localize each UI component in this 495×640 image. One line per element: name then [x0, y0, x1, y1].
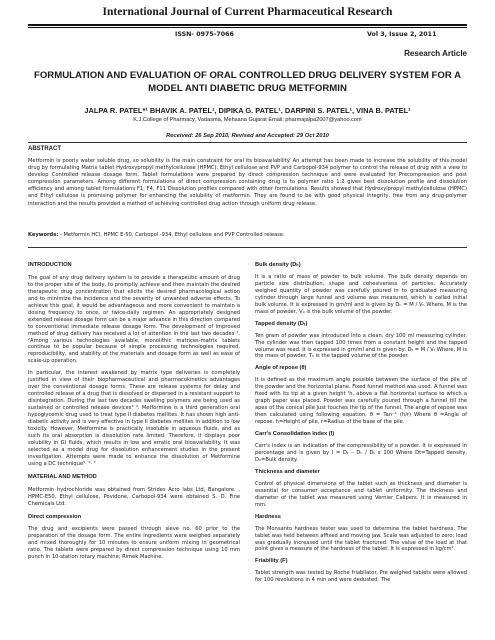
- right-column: [255, 262, 467, 589]
- thickness-diameter-paragraph: Control of physical dimensions of the tablet such as thickness and diameter is essential for consumer acceptance and tablet uniformity. The thickness and diameter of the tablet was measured using Vernier Calipers. It is measured in mm.: [255, 480, 467, 508]
- thickness-diameter-heading: Thickness and diameter: [255, 468, 320, 475]
- hardness-heading: Hardness: [255, 513, 281, 520]
- introduction-heading: INTRODUCTION: [28, 262, 72, 268]
- abstract-top-divider: [28, 142, 467, 143]
- author-affiliation: K.J.College of Pharmacy, Vadasma, Mehsana Gujarat Email: pharmajalpa2007@yahoo.com: [133, 117, 362, 123]
- issn-label: ISSN- 0975-7066: [175, 31, 234, 38]
- abstract-bottom-divider: [28, 247, 467, 248]
- article-title-line-2: MODEL ANTI DIABETIC DRUG METFORMIN: [148, 82, 347, 94]
- author-list: JALPA R. PATEL*¹ BHAVIK A. PATEL¹, DIPIKA G. PATEL¹, DARPINI S. PATEL¹, VINA B. PATEL¹: [84, 106, 411, 115]
- bulk-density-paragraph: It is a ratio of mass of powder to bulk volume. The bulk density depends on particle size distribution, shape and cohesiveness of particles. Accurately weighed quantity of powder was carefully poured in to graduated measuring cylinder through large funnel and volume was measured, which is called initial bulk volume. It is expressed in gm/ml and is given by Dₕ = M / Vₕ Where, M is the mass of powder, V₀ is the bulk volume of the powder.: [255, 273, 467, 315]
- abstract-heading: ABSTRACT: [28, 146, 61, 152]
- direct-compression-paragraph: The drug and excipients were passed through sieve no. 60 prior to the preparation of the dosage form. The entire ingredients were weighed separately and mixed thoroughly for 10 minutes to ensure uniform mixing in geometrical ratio. The tablets were prepared by direct compression technique using 10 mm punch in 10-station rotary machine; Rimek Machine.: [28, 526, 240, 561]
- bulk-density-heading: Bulk density (Dₕ): [255, 262, 301, 268]
- carr-index-heading: Carr's Consolidation Index (I): [255, 431, 335, 438]
- friability-paragraph: Tablet strength was tested by Roche friabilator. Pre weighed tablets were allowed for 100 revolutions in 4 min and were dedusted. The: [255, 570, 467, 584]
- header-rule-thick: [28, 24, 467, 26]
- left-column: [28, 262, 240, 566]
- tapped-density-heading: Tapped density (Dₜ): [255, 320, 308, 327]
- angle-of-repose-heading: Angle of repose (θ): [255, 365, 307, 372]
- article-title-line-1: FORMULATION AND EVALUATION OF ORAL CONTROLLED DRUG DELIVERY SYSTEM FOR A: [33, 70, 462, 81]
- keywords-label: Keywords:: [28, 232, 59, 238]
- materials-methods-heading: MATERIAL AND METHOD: [28, 473, 97, 480]
- keywords-text: - Metformin HCl, HPMC E-50, Carbopol -934, Ethyl cellulose and PVP Controlled release.: [58, 232, 285, 238]
- tapped-density-paragraph: Ten gram of powder was introduced into a clean, dry 100 ml measuring cylinder. The cylinder was then tapped 100 times from a constant height and the tapped volume was read. It is expressed in gm/ml and is given by: Dₜ = M / Vₜ Where, M is the mass of powder. Tₕ is the tapped volume of the powder.: [255, 332, 467, 360]
- abstract-text: Metformin is poorly water soluble drug, so solubility is the main constraint for oral its bioavailability. An attempt has been made to increase the solubility of this model drug by formulating Matrix tablet Hydroxypropyl methylcellulose (HPMC), Ethyl cellulose and PVP and Carbopol-934 polymer to control the release of drug with a view to develop Controlled release dosage form. Tablet formulations were prepared by direct compression technique and were evaluated for Precompression and post compression parameters. Among different formulations of direct compression containing drug is to polymer ratio 1:2 gives best dissolution profile and dissolution efficiency and among tablet formulations F1, F4, F11 Dissolution profiles compared with other formulations. Results showed that Hydroxylpropyl methylcellulose (HPMC) and Ethyl cellulose is promising polymer for enhancing the solubility of metformin. They are found to be with good physical integrity, free from any drug-polymer interaction and the results provided a method of achieving controlled drug action through uniform drug release.: [28, 158, 467, 207]
- introduction-paragraph-2: In particular, the interest awakened by matrix type deliveries is completely justified in view of their biopharmaceutical and pharmacokinetics advantages over the conventional dosage forms. These are release systems for delay and controlled release of a drug that is dissolved or dispersed in a resistant support to disintegration. During the last two decades swelling polymers are being used as sustained or controlled release devices³ ⁴. Metformine is a third generation oral hypoglycemic drug used to treat type II diabetes mellites. It has shown high anti-diabetic activity and is very effective in type II diabetes mellites in addition to low toxicity. However, Metformine is practically insoluble in aqueous fluids, and as such its oral absorption is dissolution rate limited. Therefore, it displays poor solubility in GI fluids, which results in low and erratic oral bioavailability. It was selected as a model drug for dissolution enhancement studies in the present investigation. Attempts were made to enhance the dissolution of Metformine using a DC technique⁵· ⁶· ⁷: [28, 370, 240, 467]
- hardness-paragraph: The Monsanto hardness tester was used to determine the tablet hardness. The tablet was held between affixed and moving jaw. Scale was adjusted to zero; load was gradually increased until the tablet fractured. The value of the load at that point gives a measure of the hardness of the tablet. It is expressed in kg/cm².: [255, 525, 467, 553]
- article-title: [28, 70, 467, 95]
- volume-label: Vol 3, Issue 2, 2011: [367, 31, 437, 38]
- friability-heading: Friability (F): [255, 558, 288, 565]
- direct-compression-heading: Direct compression: [28, 513, 82, 520]
- journal-title: International Journal of Current Pharmaceutical Research: [102, 6, 393, 18]
- received-dates: Received: 26 Sep 2010, Revised and Accepted: 29 Oct 2010: [166, 133, 329, 139]
- keywords-line: [28, 232, 467, 238]
- header-rule-thin: [28, 27, 467, 28]
- angle-of-repose-paragraph: It is defined as the maximum angle possible between the surface of the pile of the powder and the horizontal plane. Fixed funnel method was used. A funnel was fixed with its tip at a given height 'h, above a flat horizontal surface to which a graph paper was placed. Powder was carefully poured through a funnel till the apex of the conical pile just touches the tip of the funnel. The angle of repose was then calculated using following equation, θ = Tan⁻¹ (h/r) Where θ =Angle of repose, h=Height of pile, r=Radius of the base of the pile.: [255, 377, 467, 426]
- carr-index-paragraph: Carr's index is an indication of the compressibility of a powder. It is expressed in percentage and is given by I = Dₜ – Dₕ / Dₜ x 100 Where Dt=Tapped density, Dₕ=Bulk density.: [255, 443, 467, 463]
- materials-paragraph: Metformin hydrochloride was obtained from Strides Acro labs Ltd, Bangalore. , HPMC-E50, Ethyl cellulose, Povidone, Carbopol-934 were obtained S. D. Fine Chemicals Ltd.: [28, 486, 240, 507]
- article-type-label: Research Article: [404, 49, 467, 58]
- introduction-paragraph-1: The goal of any drug delivery system is to provide a therapeutic amount of drug to the proper site of the body, to promptly achieve and then maintain the desired therapeutic drug concentration that elicits the desired pharmacological action and to minimize the incidence and the severity of unwanted adverse effects. To achieve this goal, it would be advantageous and more convenient to maintain a dosing frequency to once, or twice-daily regimen. An appropriately designed extended release dosage form can be a major advance in this direction compared to conventional immediate release dosage form. The development of improved method of drug delivery has received a lot of attention in the last two decades ¹. ²Among various technologies available, monolithic matrices-matrix tablets continue to be popular because of simple processing technologies required, reproducibility, and stability of the materials and dosage form as well as ease of scale-up operation.: [28, 274, 240, 365]
